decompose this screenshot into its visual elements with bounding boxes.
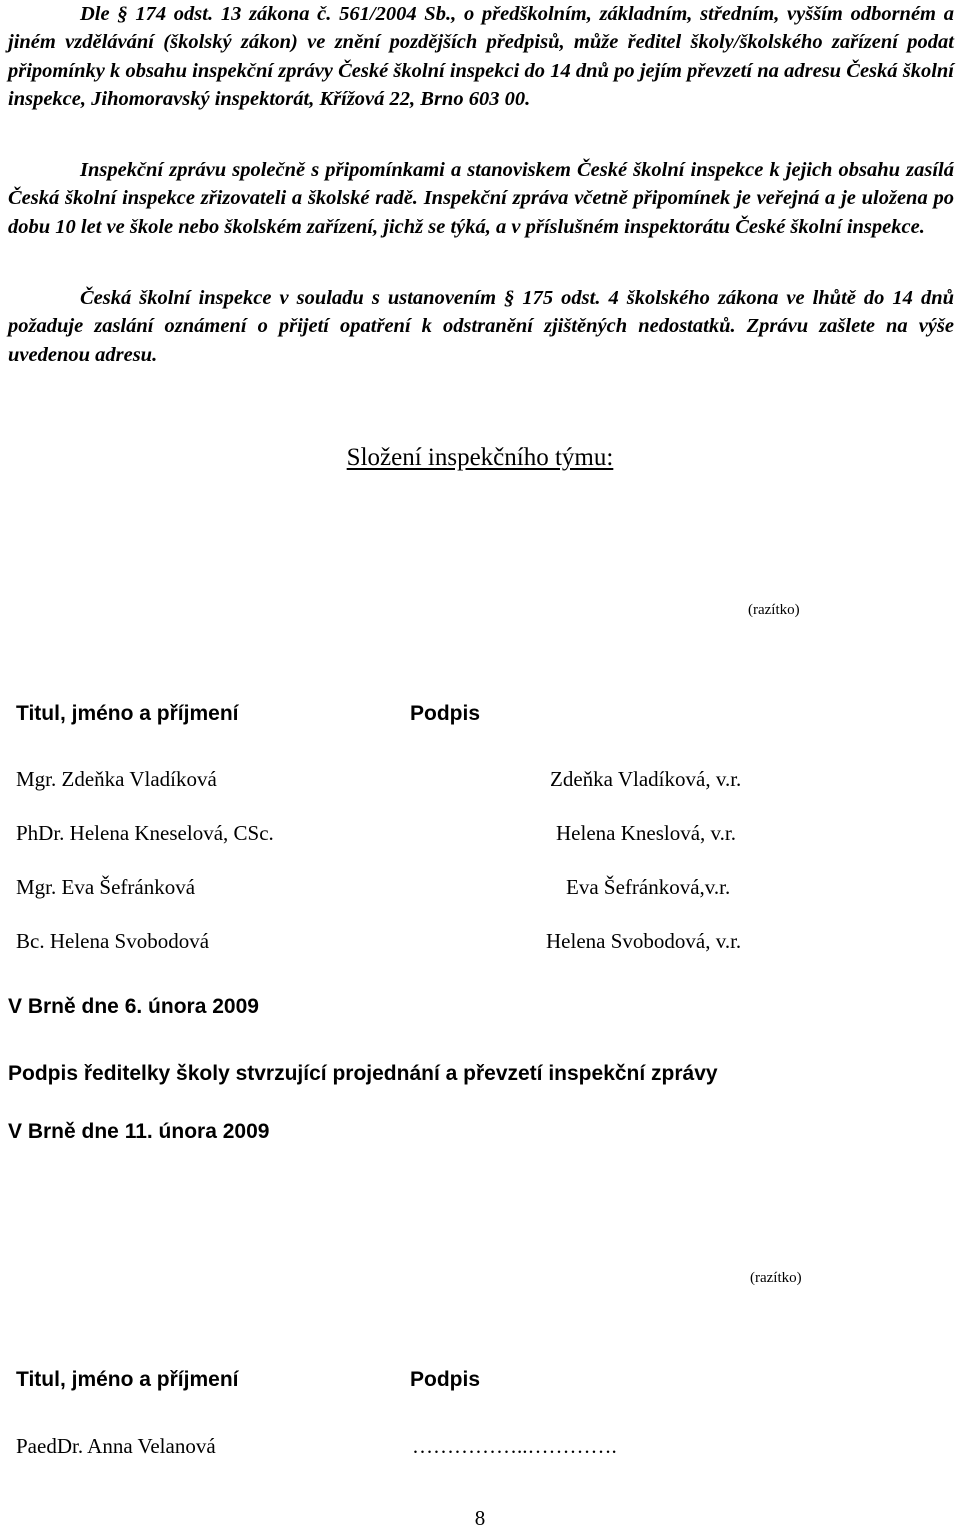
director-name: PaedDr. Anna Velanová: [16, 1434, 216, 1458]
team-member-signature: Zdeňka Vladíková, v.r.: [550, 767, 742, 791]
team-member-signature: Eva Šefránková,v.r.: [566, 875, 731, 899]
team-heading: Složení inspekčního týmu:: [346, 444, 614, 471]
column-header-signature: Podpis: [410, 1368, 481, 1391]
team-member-signature: Helena Svobodová, v.r.: [546, 929, 742, 953]
team-member-name: Bc. Helena Svobodová: [16, 929, 210, 953]
team-member-name: Mgr. Zdeňka Vladíková: [16, 767, 217, 791]
column-header-name: Titul, jméno a příjmení: [16, 702, 239, 725]
paragraph-report-distribution: Inspekční zprávu společně s připomínkami a stanoviskem České školní inspekce k jejich obsahu zasílá Česká školní inspekce zřizovateli a školské radě. Inspekční zpráva včetně připomínek je veřejná a je uložena po dobu 10 let ve škole nebo školském zařízení, jichž se týká, a v příslušném inspektorátu České školní inspekce.: [8, 159, 954, 238]
stamp-label-team: (razítko): [748, 602, 800, 618]
team-member-name: PhDr. Helena Kneselová, CSc.: [16, 821, 274, 845]
director-date: V Brně dne 11. února 2009: [8, 1120, 270, 1143]
team-member-name: Mgr. Eva Šefránková: [16, 875, 196, 899]
stamp-label-director: (razítko): [750, 1270, 802, 1286]
paragraph-comments-right: Dle § 174 odst. 13 zákona č. 561/2004 Sb., o předškolním, základním, středním, vyšším odborném a jiném vzdělávání (školský zákon) ve znění pozdějších předpisů, může ředitel školy/školského zařízení podat připomínky k obsahu inspekční zprávy České školní inspekci do 14 dnů po jejím převzetí na adresu Česká školní inspekce, Jihomoravský inspektorát, Křížová 22, Brno 603 00.: [8, 3, 954, 111]
column-header-signature: Podpis: [410, 702, 481, 725]
column-header-name: Titul, jméno a příjmení: [16, 1368, 239, 1391]
page-number: 8: [474, 1506, 486, 1530]
director-signature-label: Podpis ředitelky školy stvrzující projednání a převzetí inspekční zprávy: [8, 1062, 718, 1085]
team-member-signature: Helena Kneslová, v.r.: [556, 821, 736, 845]
paragraph-measures-request: Česká školní inspekce v souladu s ustanovením § 175 odst. 4 školského zákona ve lhůtě do 14 dnů požaduje zaslání oznámení o přijetí opatření k odstranění zjištěných nedostatků. Zprávu zašlete na výše uvedenou adresu.: [8, 287, 954, 366]
director-signature-line: ……………..………….: [412, 1434, 617, 1458]
team-date: V Brně dne 6. února 2009: [8, 995, 259, 1018]
